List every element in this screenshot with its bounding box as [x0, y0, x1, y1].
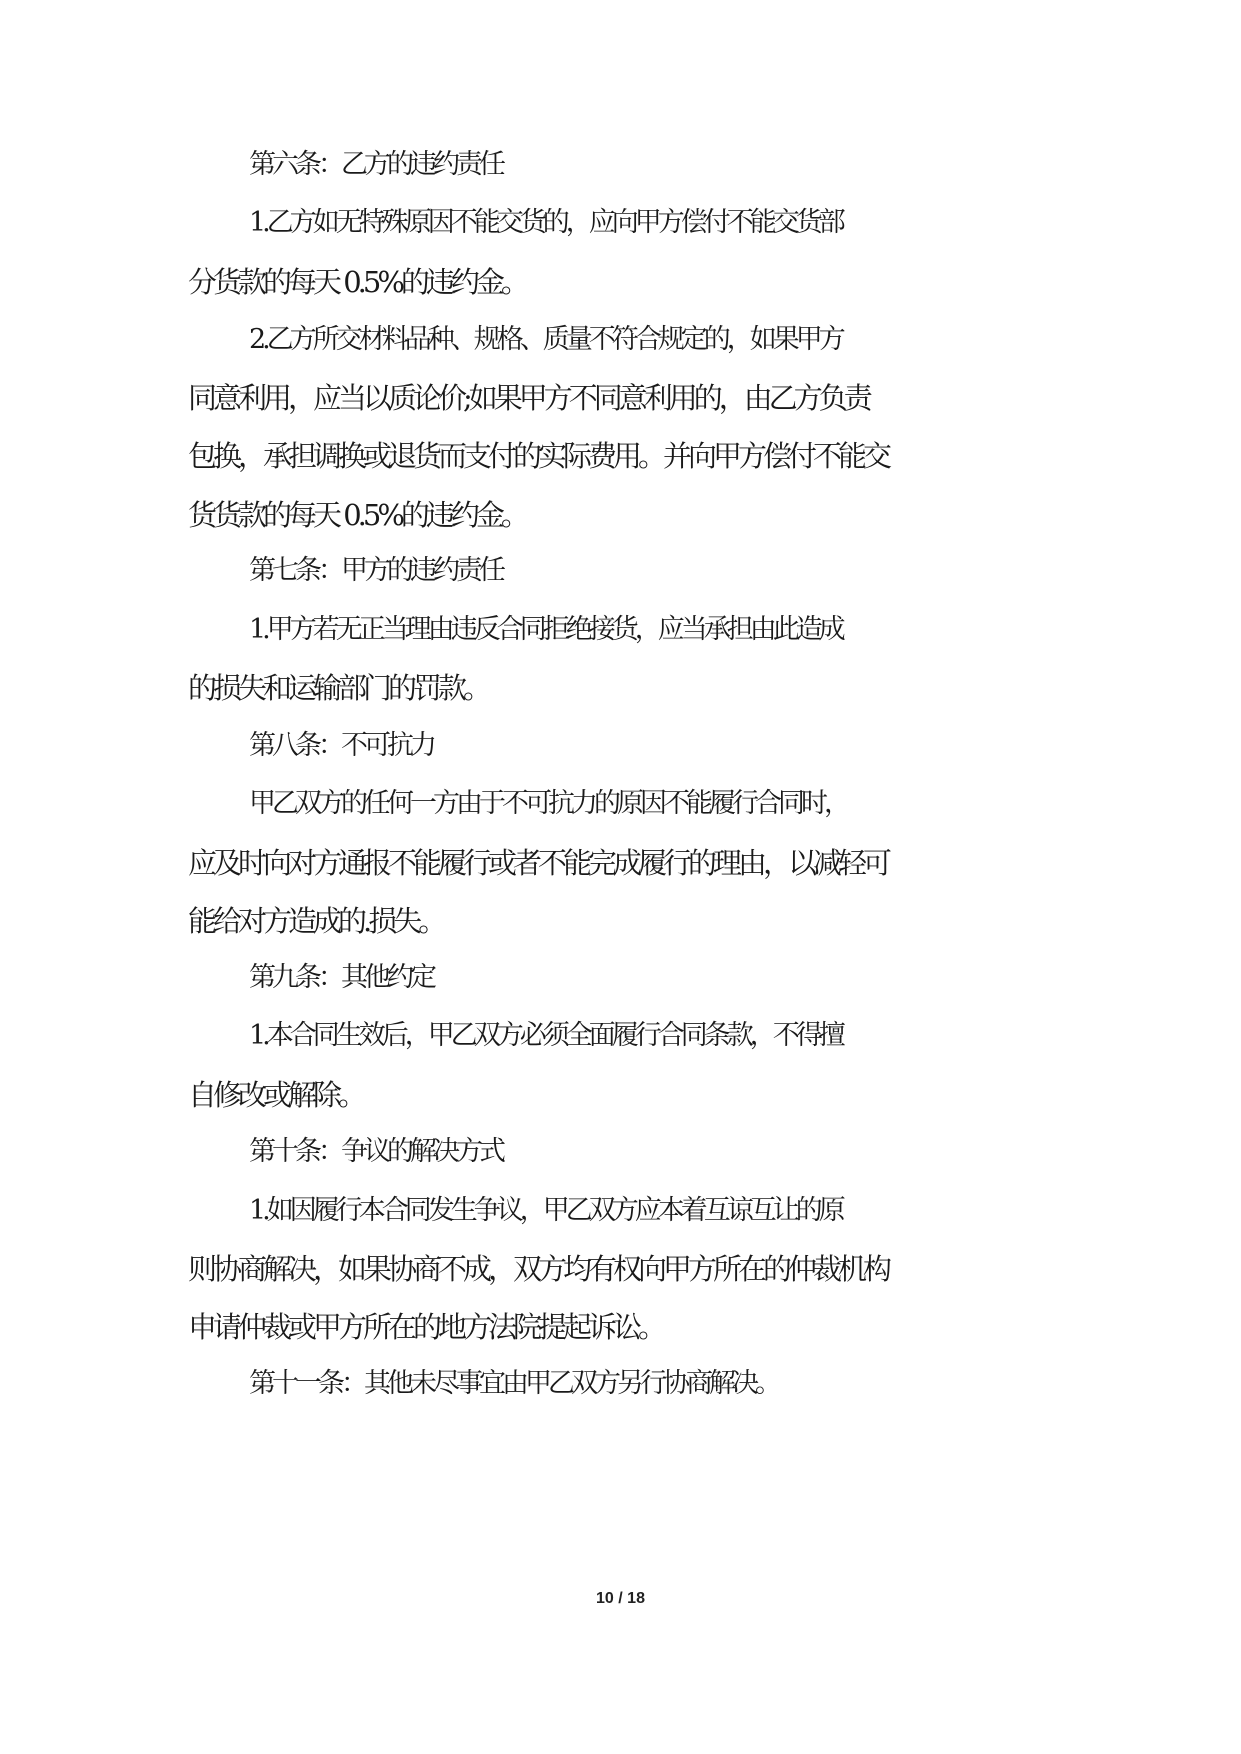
paragraph-line: 1.如因履行本合同发生争议，甲乙双方应本着互谅互让的原	[249, 1195, 842, 1226]
article-6-heading: 第六条：乙方的违约责任	[249, 149, 502, 180]
paragraph-line: 则协商解决，如果协商不成，双方均有权向甲方所在的仲裁机构	[188, 1252, 889, 1286]
paragraph-line: 1.乙方如无特殊原因不能交货的，应向甲方偿付不能交货部	[249, 207, 842, 238]
article-9-heading: 第九条：其他约定	[249, 962, 433, 993]
paragraph-line: 同意利用，应当以质论价;如果甲方不同意利用的，由乙方负责	[188, 381, 869, 415]
paragraph-line: 分货款的每天 0.5%的违约金。	[188, 265, 526, 299]
paragraph-line: 货货款的每天 0.5%的违约金。	[188, 498, 526, 532]
page-number: 10 / 18	[596, 1590, 645, 1607]
paragraph-line: 1.甲方若无正当理由违反合同拒绝接货，应当承担由此造成	[249, 614, 842, 645]
paragraph-line: 1.本合同生效后，甲乙双方必须全面履行合同条款，不得擅	[249, 1020, 842, 1051]
paragraph-line: 申请仲裁或甲方所在的地方法院提起诉讼。	[188, 1310, 664, 1344]
paragraph-line: 包换，承担调换或退货而支付的实际费用。并向甲方偿付不能交	[188, 439, 889, 473]
article-10-heading: 第十条：争议的解决方式	[249, 1136, 502, 1167]
paragraph-line: 甲乙双方的任何一方由于不可抗力的原因不能履行合同时，	[249, 788, 847, 819]
paragraph-line: 2.乙方所交材料品种、规格、质量不符合规定的，如果甲方	[249, 324, 842, 355]
article-7-heading: 第七条：甲方的违约责任	[249, 555, 502, 586]
article-11-heading: 第十一条：其他未尽事宜由甲乙双方另行协商解决。	[249, 1368, 778, 1399]
paragraph-line: 的损失和运输部门的罚款。	[188, 671, 489, 705]
paragraph-line: 自修改或解除。	[188, 1078, 364, 1112]
paragraph-line: 能给对方造成的.损失。	[188, 904, 444, 938]
paragraph-line: 应及时向对方通报不能履行或者不能完成履行的理由，以减轻可	[188, 846, 889, 880]
article-8-heading: 第八条：不可抗力	[249, 730, 433, 761]
